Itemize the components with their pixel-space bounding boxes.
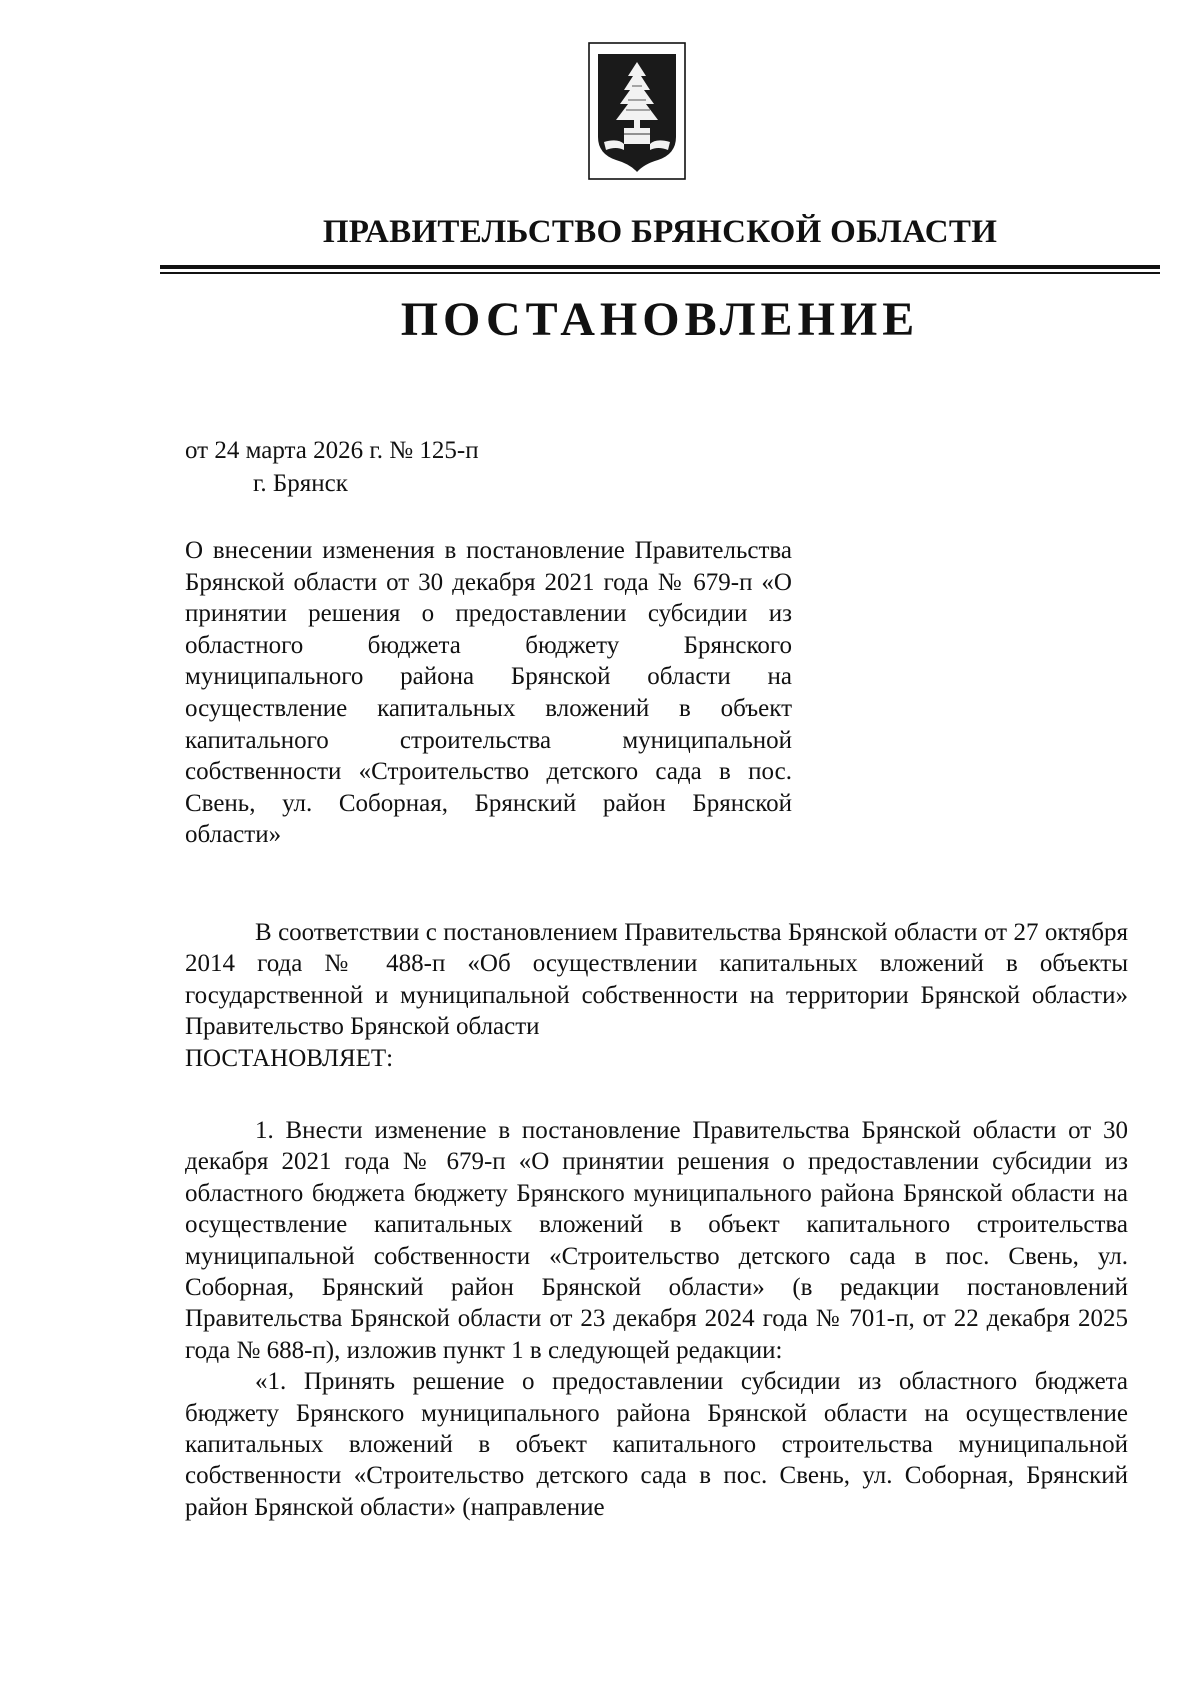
item-1-paragraph: 1. Внести изменение в постановление Правительства Брянской области от 30 декабря 2021 года № 679-п «О принятии решения о предоставлении субсидии из областного бюджета бюджету Брянского муниципального района Брянской области на осуществление капитальных вложений в объект капитального строительства муниципальной собственности «Строительство детского сада в пос. Свень, ул. Соборная, Брянский район Брянской области» (в редакции постановлений Правительства Брянской области от 23 декабря 2024 года № 701-п, от 22 декабря 2025 года № 688-п), изложив пункт 1 в следующей редакции: xyxy=(185,1117,1128,1364)
date-number: от 24 марта 2026 г. № 125-п xyxy=(185,437,479,464)
city: г. Брянск xyxy=(253,470,348,497)
preamble-paragraph: В соответствии с постановлением Правительства Брянской области от 27 октября 2014 года № 488-п «Об осуществлении капитальных вложений в объекты государственной и муниципальной собственности на территории Брянской области» Правительство Брянской области xyxy=(185,919,1128,1041)
bryansk-coat-of-arms-icon xyxy=(588,42,686,180)
document-subject: О внесении изменения в постановление Правительства Брянской области от 30 декабря 2021 года № 679-п «О принятии решения о предоставлении субсидии из областного бюджета бюджету Брянского муниципального района Брянской области на осуществление капитальных вложений в объект капитального строительства муниципальной собственности «Строительство детского сада в пос. Свень, ул. Соборная, Брянский район Брянской области» xyxy=(185,537,792,849)
items-block xyxy=(185,1115,1128,1523)
header-rule-thin xyxy=(160,272,1160,274)
resolves-heading: ПОСТАНОВЛЯЕТ: xyxy=(185,1044,394,1072)
header-rule-thick xyxy=(160,265,1160,269)
item-1-quoted-paragraph: «1. Принять решение о предоставлении субсидии из областного бюджета бюджету Брянского муниципального района Брянской области на осуществление капитальных вложений в объект капитального строительства муниципальной собственности «Строительство детского сада в пос. Свень, ул. Соборная, Брянский район Брянской области» (направление xyxy=(185,1368,1128,1521)
organization-title: ПРАВИТЕЛЬСТВО БРЯНСКОЙ ОБЛАСТИ xyxy=(322,214,998,250)
document-type-title: ПОСТАНОВЛЕНИЕ xyxy=(400,293,920,346)
preamble-block xyxy=(185,917,1128,1074)
